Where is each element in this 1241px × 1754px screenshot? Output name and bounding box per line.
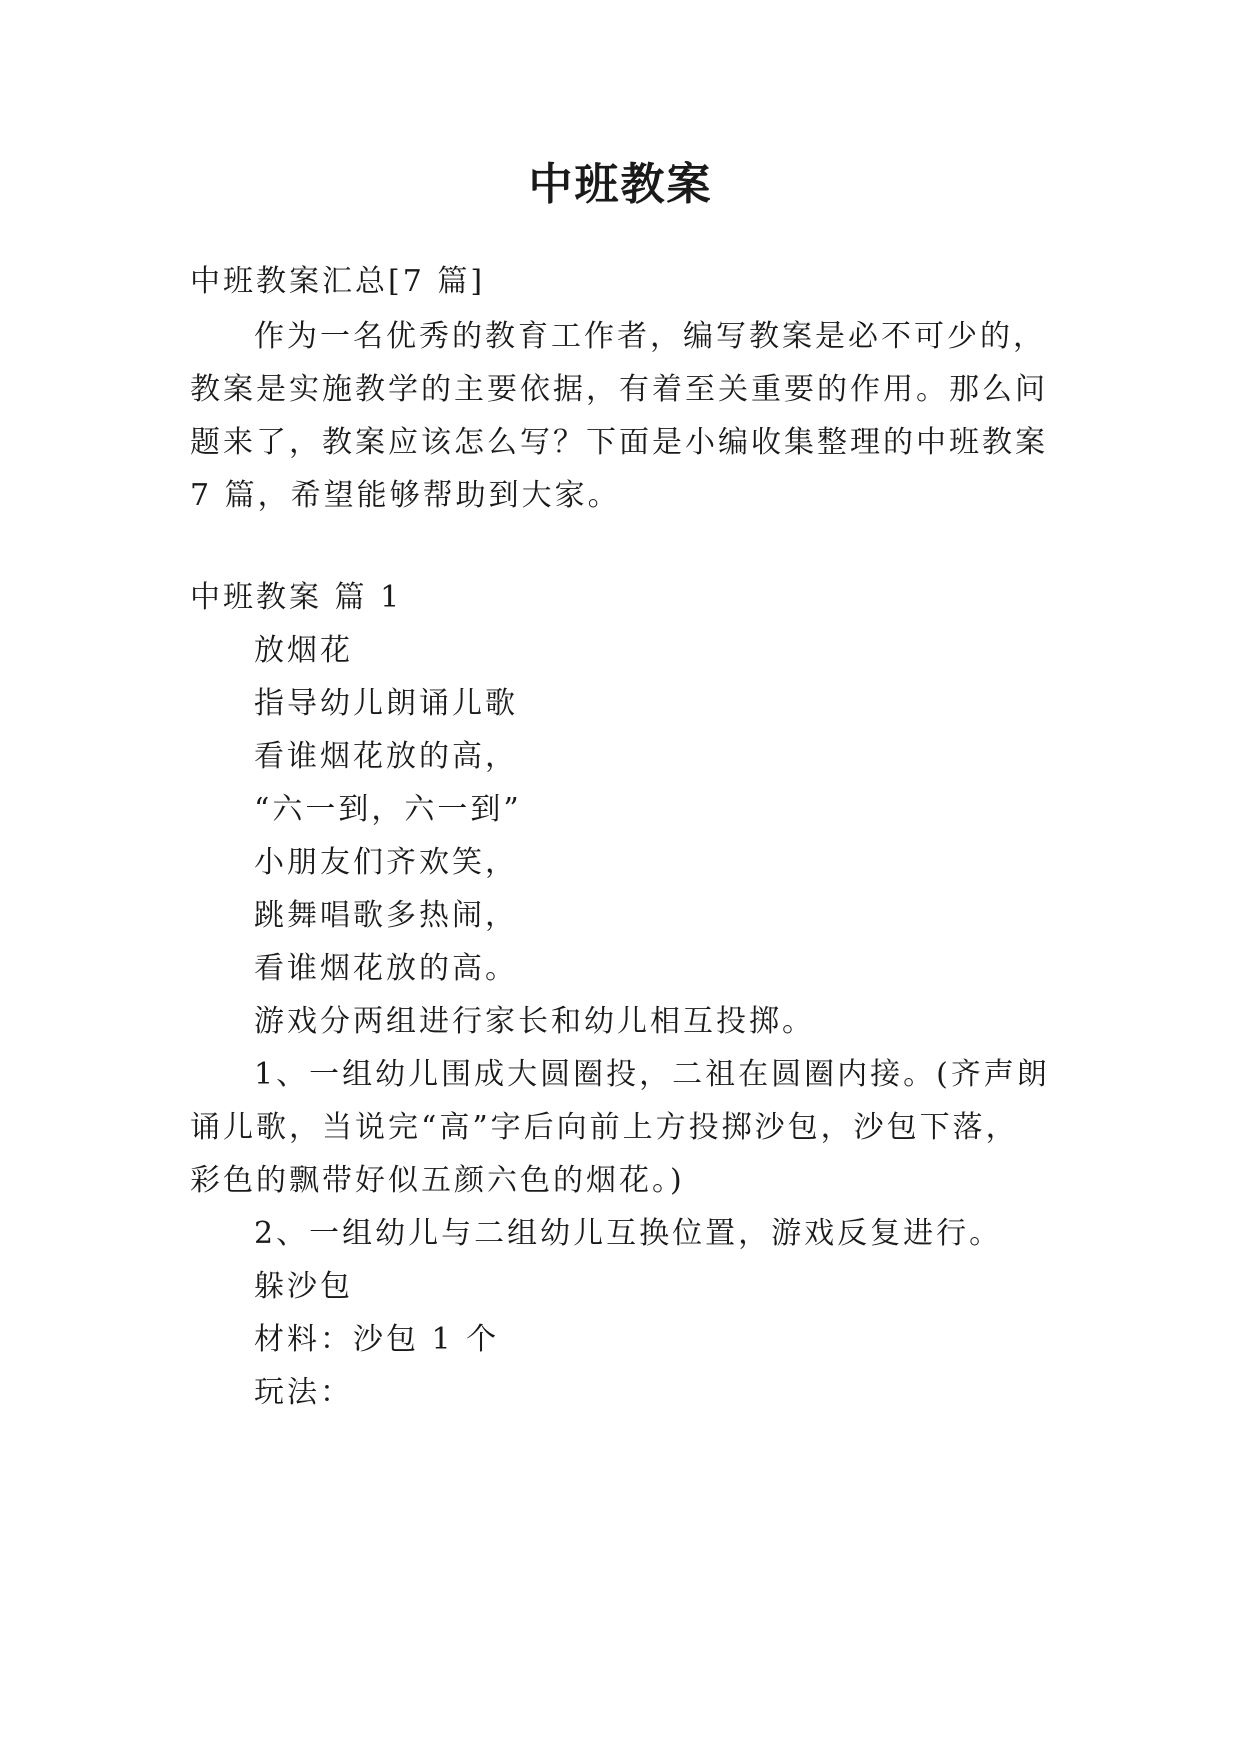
section1-heading: 中班教案 篇 1	[190, 580, 403, 615]
body-line: 小朋友们齐欢笑，	[254, 845, 518, 880]
body-line: 看谁烟花放的高。	[254, 951, 518, 986]
body-line: 跳舞唱歌多热闹，	[254, 898, 518, 933]
body-line: “六一到，六一到”	[254, 792, 522, 827]
body-line: 1、一组幼儿围成大圆圈投，二祖在圆圈内接。(齐声朗	[254, 1057, 1050, 1092]
intro-line-2: 教案是实施教学的主要依据，有着至关重要的作用。那么问	[190, 372, 1048, 407]
summary-heading: 中班教案汇总[7 篇]	[190, 264, 486, 299]
body-line: 看谁烟花放的高，	[254, 739, 518, 774]
body-line: 游戏分两组进行家长和幼儿相互投掷。	[254, 1004, 815, 1039]
body-line: 玩法：	[254, 1375, 353, 1410]
intro-line-1: 作为一名优秀的教育工作者，编写教案是必不可少的，	[254, 319, 1046, 354]
intro-line-4: 7 篇，希望能够帮助到大家。	[190, 478, 621, 513]
body-line: 放烟花	[254, 633, 353, 668]
body-line: 指导幼儿朗诵儿歌	[254, 686, 518, 721]
body-line: 诵儿歌，当说完“高”字后向前上方投掷沙包，沙包下落，	[190, 1110, 1019, 1145]
body-line: 2、一组幼儿与二组幼儿互换位置，游戏反复进行。	[254, 1216, 1003, 1251]
body-line: 彩色的飘带好似五颜六色的烟花。)	[190, 1163, 685, 1198]
document-title: 中班教案	[528, 159, 713, 210]
body-line: 材料：沙包 1 个	[254, 1322, 500, 1357]
intro-line-3: 题来了，教案应该怎么写？下面是小编收集整理的中班教案	[190, 425, 1048, 460]
body-line: 躲沙包	[254, 1269, 353, 1304]
